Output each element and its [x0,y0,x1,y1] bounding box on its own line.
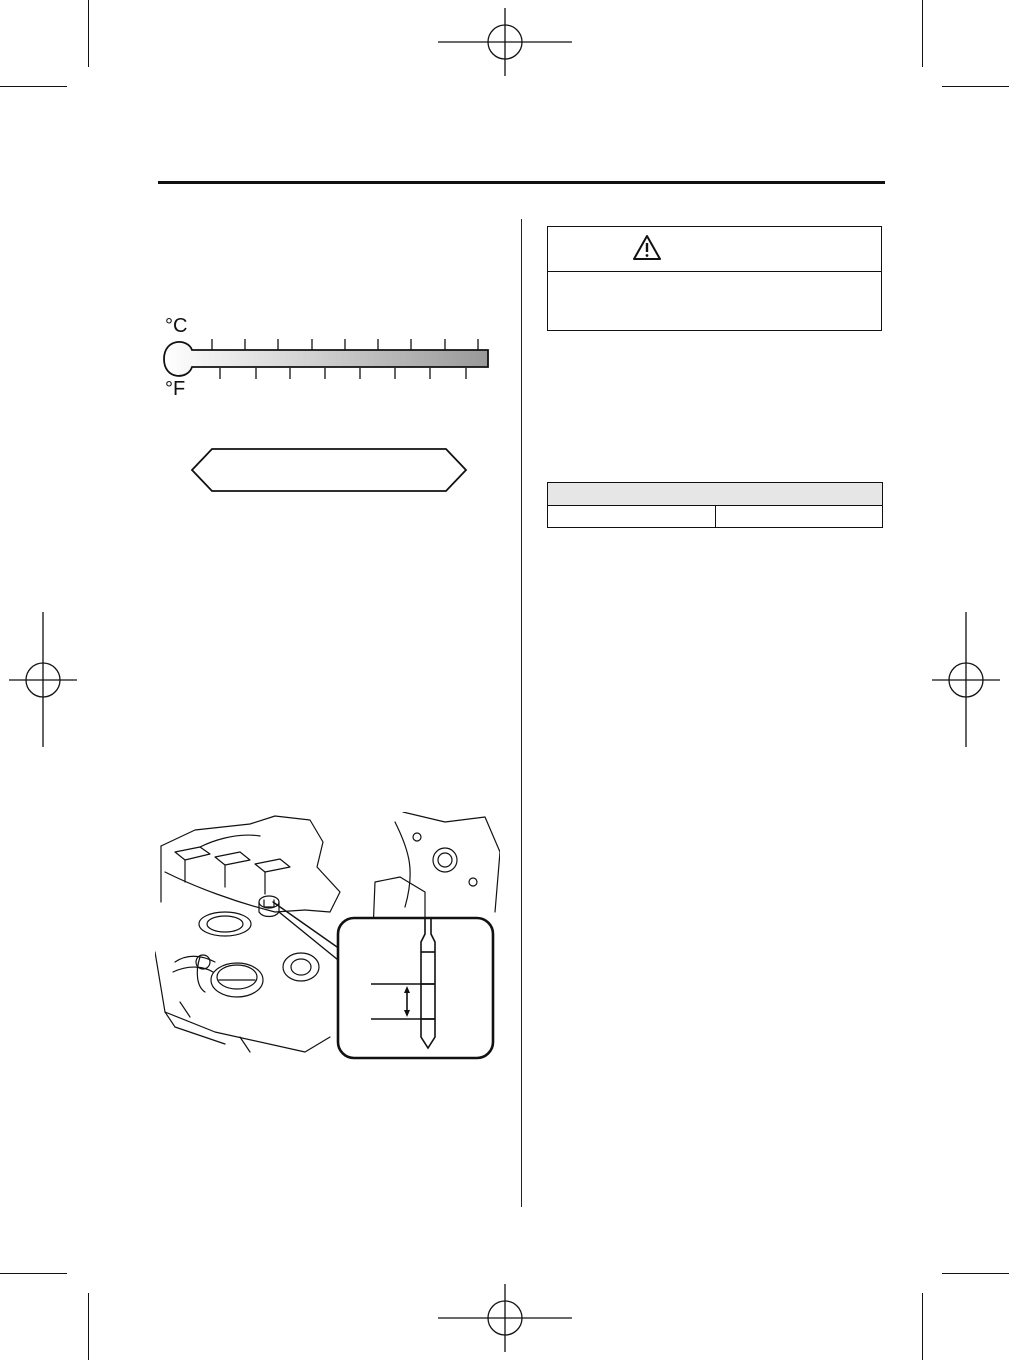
table-cell [715,506,883,528]
caution-divider [548,271,881,272]
fahrenheit-unit-label: °F [165,378,186,400]
registration-mark-left [9,612,77,747]
table-header-cell [548,483,883,506]
registration-mark-top [438,8,572,76]
table-cell [548,506,716,528]
spec-table [547,482,883,528]
engine-cover [161,816,340,912]
registration-mark-bottom [438,1284,572,1352]
registration-mark-right [932,612,1000,747]
dipstick-level-inset [338,918,493,1058]
celsius-ticks [212,339,478,350]
caution-box [547,226,882,331]
table-row [548,506,883,528]
thermometer-scale [150,330,500,382]
warning-triangle-icon [632,234,662,262]
engine-dipstick-illustration [155,812,500,1062]
column-divider [521,219,522,1207]
header-rule [158,181,885,184]
dipstick-handle [259,896,279,917]
table-header-row [548,483,883,506]
fahrenheit-ticks [220,368,466,379]
oil-filler-cap [211,963,263,997]
range-banner [190,447,470,493]
celsius-unit-label: °C [165,315,188,337]
